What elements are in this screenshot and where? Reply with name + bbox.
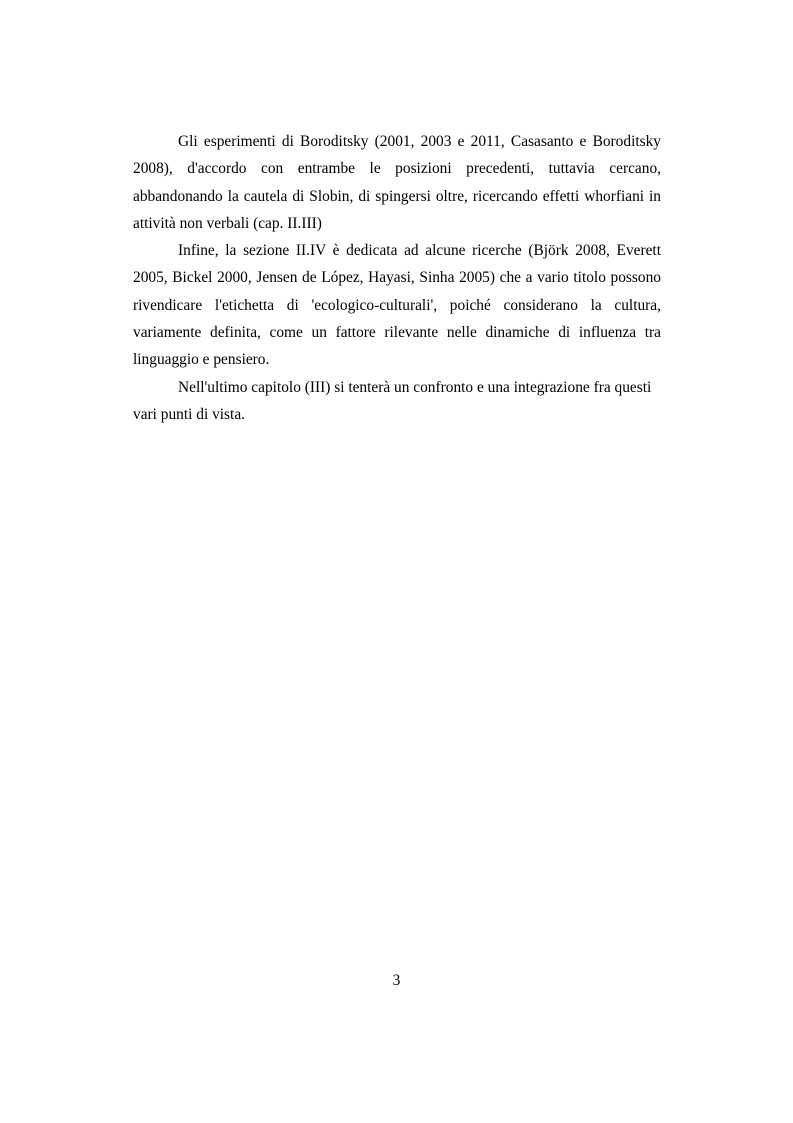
paragraph-boroditsky: Gli esperimenti di Boroditsky (2001, 2003 e 2011, Casasanto e Boroditsky 2008), d'accordo con entrambe le posizioni precedenti, tuttavia cercano, abbandonando la cautela di Slobin, di spingersi oltre, ricercando effetti whorfiani in attività non verbali (cap. II.III) [133,133,661,232]
body-text [133,128,661,428]
paragraph-section-ii-iv: Infine, la sezione II.IV è dedicata ad alcune ricerche (Björk 2008, Everett 2005, Bickel 2000, Jensen de López, Hayasi, Sinha 2005) che a vario titolo possono rivendicare l'etichetta di 'ecologico-culturali', poiché considerano la cultura, variamente definita, come un fattore rilevante nelle dinamiche di influenza tra linguaggio e pensiero. [133,242,661,369]
page-number: 3 [392,972,401,989]
paragraph-last-chapter: Nell'ultimo capitolo (III) si tenterà un confronto e una integrazione fra questi vari punti di vista. [133,378,652,423]
